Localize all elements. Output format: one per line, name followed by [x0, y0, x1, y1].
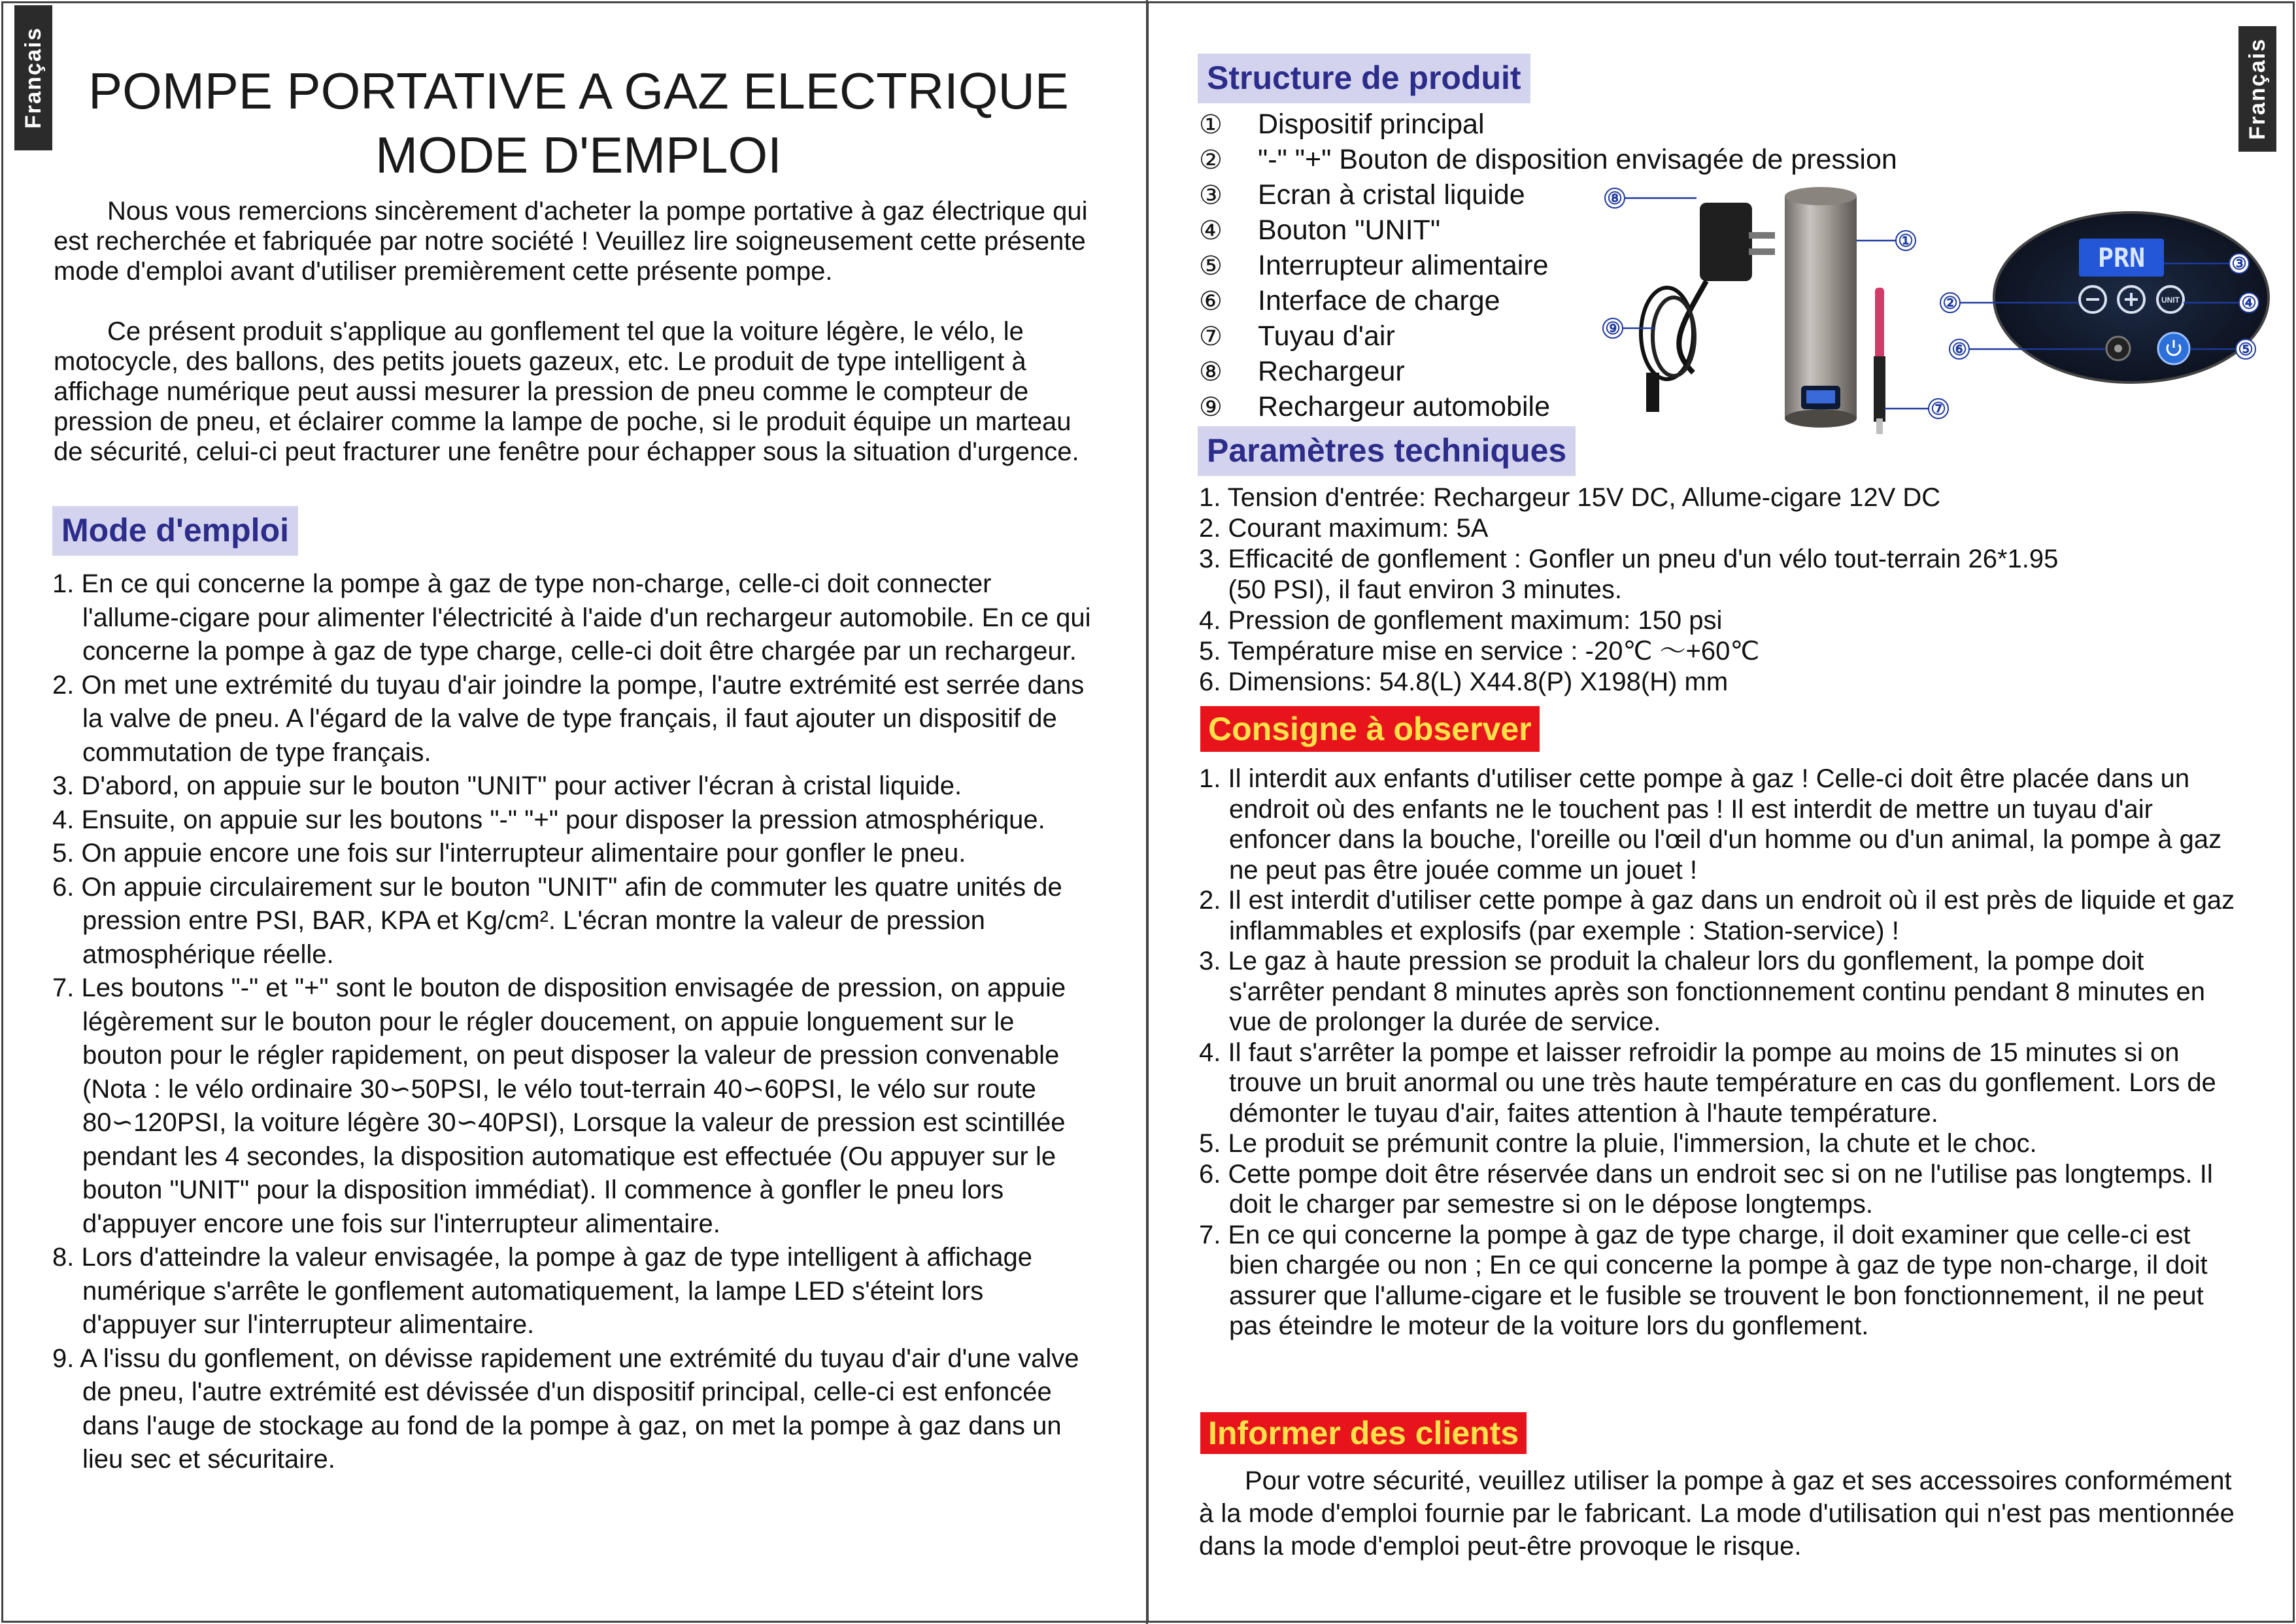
- part-number: ⑨: [1199, 392, 1223, 422]
- specs-list: [1199, 482, 2058, 698]
- product-illustration: [1582, 177, 2288, 445]
- callout-8: ⑧: [1607, 189, 1623, 209]
- part-number: ⑦: [1199, 322, 1223, 352]
- page-divider: [1146, 0, 1148, 1624]
- callout-7: ⑦: [1931, 399, 1946, 419]
- spec-item: 2. Courant maximum: 5A: [1199, 514, 1489, 543]
- callout-5: ⑤: [2238, 340, 2254, 360]
- part-label: Rechargeur automobile: [1258, 391, 1550, 422]
- title-line-2: MODE D'EMPLOI: [375, 126, 782, 184]
- language-tab-left: [14, 5, 52, 150]
- part-number: ⑥: [1199, 286, 1223, 316]
- part-number: ①: [1199, 110, 1223, 140]
- caution-item: 3. Le gaz à haute pression se produit la chaleur lors du gonflement, la pompe doit s'arrêter pendant 8 minutes après son fonctionnement continu pendant 8 minutes en vue de prolonger la durée de service.: [1199, 947, 2206, 1036]
- control-panel-icon: [1994, 212, 2269, 382]
- callout-1: ①: [1898, 231, 1914, 251]
- info-heading: Informer des clients: [1200, 1412, 1527, 1454]
- usage-step: 2. On met une extrémité du tuyau d'air joindre la pompe, l'autre extrémité est serrée dans la valve de pneu. A l'égard de la valve de type français, il faut ajouter un dispositif de commutation de type français.: [52, 670, 1085, 767]
- callout-9: ⑨: [1605, 319, 1621, 339]
- part-item: [1199, 107, 1897, 143]
- spec-item: 1. Tension d'entrée: Rechargeur 15V DC, Allume-cigare 12V DC: [1199, 483, 1941, 512]
- usage-step: 4. Ensuite, on appuie sur les boutons "-" "+" pour disposer la pression atmosphérique.: [52, 805, 1045, 834]
- part-label: Ecran à cristal liquide: [1258, 179, 1525, 211]
- part-label: Rechargeur: [1258, 356, 1405, 387]
- caution-item: 1. Il interdit aux enfants d'utiliser cette pompe à gaz ! Celle-ci doit être placée dans un endroit où des enfants ne le touchent pas ! Il est interdit de mettre un tuyau d'air enfoncer dans la bouche, l'oreille ou l'œil d'un homme ou d'un animal, la pompe à gaz ne peut pas être jouée comme un jouet !: [1199, 764, 2222, 885]
- usage-step: 9. A l'issu du gonflement, on dévisse rapidement une extrémité du tuyau d'air d'une valve de pneu, l'autre extrémité est dévissée d'un dispositif principal, celle-ci est enfoncée dans l'auge de stockage au fond de la pompe à gaz, on met la pompe à gaz dans un lieu sec et sécuritaire.: [52, 1344, 1079, 1474]
- callout-6: ⑥: [1951, 340, 1967, 360]
- part-number: ②: [1199, 145, 1223, 175]
- tech-params-heading: Paramètres techniques: [1198, 426, 1576, 476]
- part-number: ④: [1199, 216, 1223, 246]
- lcd-text: PRN: [2097, 243, 2146, 273]
- caution-item: 2. Il est interdit d'utiliser cette pompe à gaz dans un endroit où il est près de liquide et gaz inflammables et explosifs (par exemple : Station-service) !: [1199, 886, 2235, 945]
- usage-step: 1. En ce qui concerne la pompe à gaz de type non-charge, celle-ci doit connecter l'allume-cigare pour alimenter l'électricité à l'aide d'un rechargeur automobile. En ce qui concerne la pompe à gaz de type charge, celle-ci doit être chargée par un rechargeur.: [52, 569, 1091, 666]
- power-button-icon: [2158, 333, 2189, 364]
- car-charger-icon: [1641, 288, 1695, 412]
- part-number: ③: [1199, 180, 1223, 211]
- part-number: ⑤: [1199, 251, 1223, 281]
- callout-3: ③: [2231, 254, 2247, 274]
- part-label: Interface de charge: [1258, 285, 1500, 316]
- usage-step: 3. D'abord, on appuie sur le bouton "UNIT" pour activer l'écran à cristal liquide.: [52, 771, 962, 800]
- language-tab-right: [2238, 26, 2276, 152]
- part-label: Bouton "UNIT": [1258, 214, 1441, 246]
- part-item: [1199, 143, 1897, 178]
- document-title: [65, 59, 1092, 187]
- spec-item: (50 PSI), il faut environ 3 minutes.: [1199, 575, 1622, 604]
- caution-item: 6. Cette pompe doit être réservée dans un endroit sec si on ne l'utilise pas longtemps. Il doit le charger par semestre si on le dépose longtemps.: [1199, 1159, 2213, 1219]
- unit-button-label: UNIT: [2161, 296, 2180, 305]
- part-label: Dispositif principal: [1258, 109, 1485, 140]
- usage-step: 5. On appuie encore une fois sur l'interrupteur alimentaire pour gonfler le pneu.: [52, 839, 966, 868]
- structure-heading: Structure de produit: [1198, 54, 1530, 103]
- caution-item: 7. En ce qui concerne la pompe à gaz de type charge, il doit examiner que celle-ci est bien chargée ou non ; En ce qui concerne la pompe à gaz de type non-charge, il doit assurer que l'allume-cigare et le fusible se trouvent le bon fonctionnement, il ne peut pas éteindre le moteur de la voiture lors du gonflement.: [1199, 1220, 2208, 1340]
- spec-item: 4. Pression de gonflement maximum: 150 psi: [1199, 606, 1723, 635]
- callout-2: ②: [1942, 294, 1958, 313]
- usage-step: 6. On appuie circulairement sur le bouton "UNIT" afin de commuter les quatre unités de pression entre PSI, BAR, KPA et Kg/cm². L'écran montre la valeur de pression atmosphérique réelle.: [52, 872, 1062, 969]
- language-tab-left-label: Français: [20, 27, 46, 129]
- spec-item: 6. Dimensions: 54.8(L) X44.8(P) X198(H) mm: [1199, 668, 1729, 696]
- title-line-1: POMPE PORTATIVE A GAZ ELECTRIQUE: [88, 62, 1069, 120]
- part-label: Tuyau d'air: [1258, 320, 1395, 352]
- usage-step: 7. Les boutons "-" et "+" sont le bouton de disposition envisagée de pression, on appuie légèrement sur le bouton pour le régler doucement, on appuie longuement sur le bouton pour le régler rapidement, on peut disposer la valeur de pression convenable (Nota : le vélo ordinaire 30∽50PSI, le vélo tout-terrain 40∽60PSI, le vélo sur route 80∽120PSI, la voiture légère 30∽40PSI), Lorsque la valeur de pression est scintillée pendant les 4 secondes, la disposition automatique est effectuée (Ou appuyer sur le bouton "UNIT" pour la disposition immédiat). Il commence à gonfler le pneu lors d'appuyer encore une fois sur l'interrupteur alimentaire.: [52, 973, 1066, 1238]
- air-hose-icon: [1874, 288, 1885, 434]
- caution-item: 5. Le produit se prémunit contre la pluie, l'immersion, la chute et le choc.: [1199, 1129, 2037, 1158]
- intro-paragraph-2: Ce présent produit s'applique au gonflement tel que la voiture légère, le vélo, le motocycle, des ballons, des petits jouets gazeux, etc. Le produit de type intelligent à affichage numérique peut aussi mesurer la pression de pneu comme le compteur de pression de pneu, et éclairer comme la lampe de poche, si le produit équipe un marteau de sécurité, celui-ci peut fracturer une fenêtre pour échapper sous la situation d'urgence.: [54, 317, 1079, 466]
- usage-heading: Mode d'emploi: [52, 506, 298, 556]
- caution-item: 4. Il faut s'arrêter la pompe et laisser refroidir la pompe au moins de 15 minutes si on trouve un bruit anormal ou une très haute température en cas du gonflement. Lors de démonter le tuyau d'air, faites attention à l'haute température.: [1199, 1038, 2216, 1128]
- spec-item: 3. Efficacité de gonflement : Gonfler un pneu d'un vélo tout-terrain 26*1.95: [1199, 545, 2059, 573]
- part-label: "-" "+" Bouton de disposition envisagée de pression: [1258, 144, 1897, 175]
- callout-4: ④: [2241, 294, 2257, 313]
- main-device-icon: [1785, 187, 1857, 428]
- intro-paragraph-1: Nous vous remercions sincèrement d'acheter la pompe portative à gaz électrique qui est recherchée et fabriquée par notre société ! Veuillez lire soigneusement cette présente mode d'emploi avant d'utiliser premièrement cette présente pompe.: [54, 197, 1088, 286]
- info-paragraph: Pour votre sécurité, veuillez utiliser la pompe à gaz et ses accessoires conformément à la mode d'emploi fournie par le fabricant. La mode d'utilisation qui n'est pas mentionnée dans la mode d'emploi peut-être provoque le risque.: [1199, 1466, 2235, 1561]
- part-number: ⑧: [1199, 357, 1223, 387]
- spec-item: 5. Température mise en service : -20℃ ～+60℃: [1199, 637, 1760, 666]
- part-label: Interrupteur alimentaire: [1258, 250, 1549, 281]
- usage-step: 8. Lors d'atteindre la valeur envisagée, la pompe à gaz de type intelligent à affichage numérique s'arrête le gonflement automatiquement, la lampe LED s'éteint lors d'appuyer sur l'interrupteur alimentaire.: [52, 1243, 1033, 1339]
- usage-steps-list: [52, 567, 1092, 1477]
- language-tab-right-label: Français: [2244, 38, 2270, 140]
- caution-list: [1199, 764, 2245, 1342]
- caution-heading: Consigne à observer: [1200, 706, 1540, 752]
